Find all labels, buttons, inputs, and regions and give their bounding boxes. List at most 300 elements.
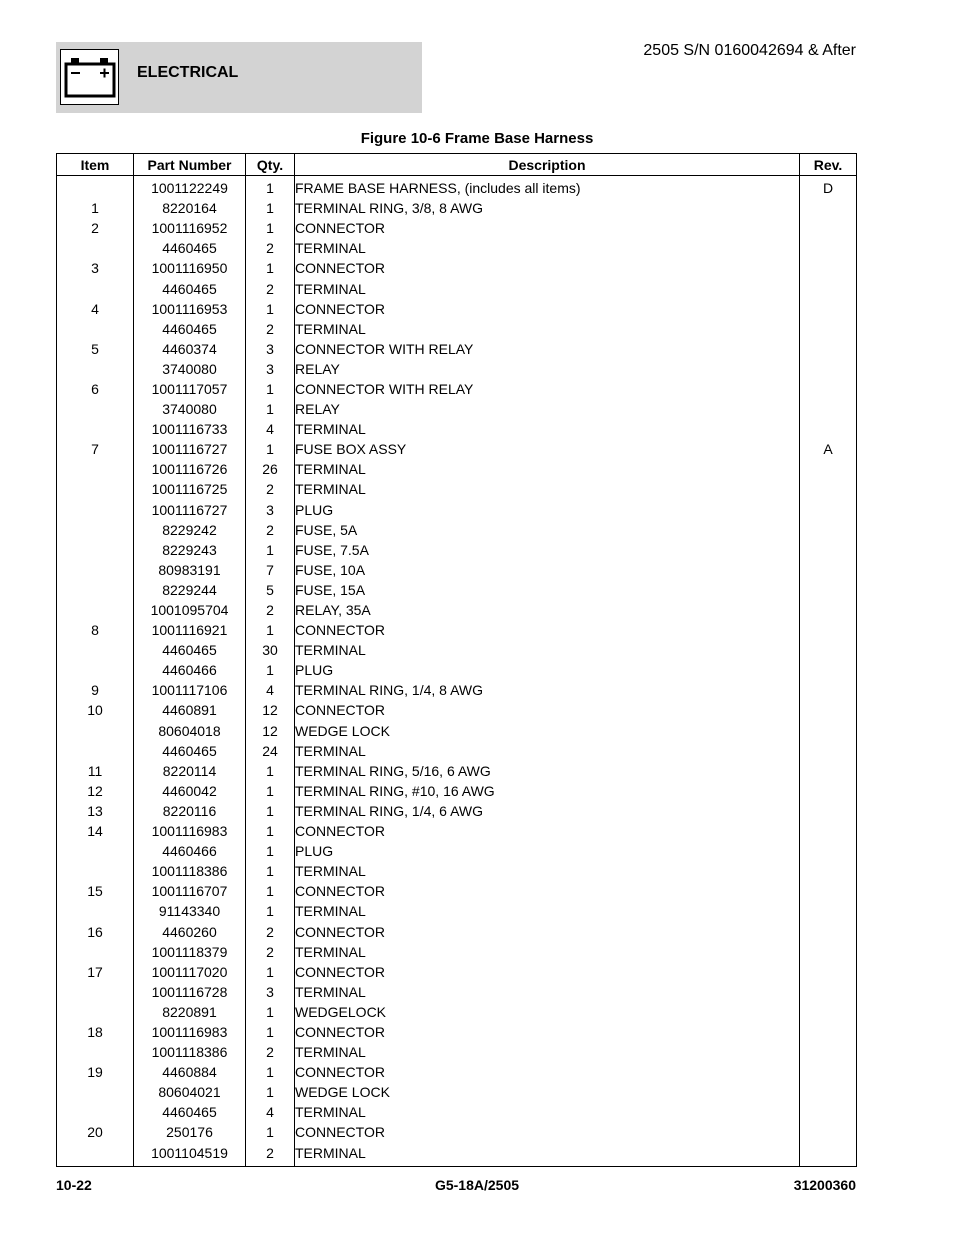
cell-description: TERMINAL xyxy=(295,1042,800,1062)
table-row xyxy=(57,379,857,399)
cell-item xyxy=(57,319,134,339)
figure-title: Figure 10-6 Frame Base Harness xyxy=(360,130,594,147)
cell-part-number: 1001118379 xyxy=(134,942,246,962)
cell-rev xyxy=(800,1062,857,1082)
cell-qty: 1 xyxy=(246,841,295,861)
cell-item xyxy=(57,1143,134,1167)
cell-description: CONNECTOR xyxy=(295,218,800,238)
table-row xyxy=(57,982,857,1002)
cell-qty: 1 xyxy=(246,1082,295,1102)
cell-rev xyxy=(800,901,857,921)
table-row xyxy=(57,1042,857,1062)
cell-rev xyxy=(800,1042,857,1062)
cell-rev xyxy=(800,781,857,801)
cell-part-number: 8220891 xyxy=(134,1002,246,1022)
table-row xyxy=(57,479,857,499)
section-title: ELECTRICAL xyxy=(137,64,239,81)
cell-part-number: 1001118386 xyxy=(134,861,246,881)
cell-item xyxy=(57,479,134,499)
cell-qty: 1 xyxy=(246,761,295,781)
cell-description: TERMINAL RING, 5/16, 6 AWG xyxy=(295,761,800,781)
cell-rev xyxy=(800,962,857,982)
cell-rev xyxy=(800,560,857,580)
table-row xyxy=(57,781,857,801)
cell-description: TERMINAL RING, 3/8, 8 AWG xyxy=(295,198,800,218)
cell-qty: 4 xyxy=(246,1102,295,1122)
table-header-row xyxy=(57,154,857,176)
cell-item: 3 xyxy=(57,258,134,278)
cell-rev xyxy=(800,299,857,319)
cell-item: 19 xyxy=(57,1062,134,1082)
cell-part-number: 4460466 xyxy=(134,841,246,861)
cell-item: 11 xyxy=(57,761,134,781)
cell-qty: 1 xyxy=(246,198,295,218)
table-row xyxy=(57,339,857,359)
cell-rev xyxy=(800,982,857,1002)
cell-item xyxy=(57,1082,134,1102)
cell-rev xyxy=(800,319,857,339)
footer-page-number: 10-22 xyxy=(56,1177,92,1193)
cell-qty: 2 xyxy=(246,600,295,620)
cell-rev: D xyxy=(800,176,857,199)
cell-item: 14 xyxy=(57,821,134,841)
cell-rev xyxy=(800,821,857,841)
cell-rev xyxy=(800,801,857,821)
column-header-qty: Qty. xyxy=(246,154,295,176)
cell-rev xyxy=(800,459,857,479)
cell-description: FUSE, 7.5A xyxy=(295,540,800,560)
cell-qty: 2 xyxy=(246,520,295,540)
cell-item xyxy=(57,419,134,439)
cell-qty: 1 xyxy=(246,299,295,319)
cell-qty: 7 xyxy=(246,560,295,580)
table-row xyxy=(57,500,857,520)
cell-description: CONNECTOR xyxy=(295,1122,800,1142)
parts-table xyxy=(56,153,857,1167)
cell-qty: 2 xyxy=(246,942,295,962)
table-row xyxy=(57,620,857,640)
cell-description: FUSE, 10A xyxy=(295,560,800,580)
table-row xyxy=(57,1062,857,1082)
cell-rev xyxy=(800,881,857,901)
table-row xyxy=(57,439,857,459)
column-header-part-number: Part Number xyxy=(134,154,246,176)
cell-part-number: 4460042 xyxy=(134,781,246,801)
cell-item: 6 xyxy=(57,379,134,399)
cell-rev xyxy=(800,861,857,881)
cell-description: FRAME BASE HARNESS, (includes all items) xyxy=(295,176,800,199)
cell-description: CONNECTOR xyxy=(295,700,800,720)
cell-qty: 2 xyxy=(246,921,295,941)
cell-item: 17 xyxy=(57,962,134,982)
cell-part-number: 1001116727 xyxy=(134,439,246,459)
table-row xyxy=(57,901,857,921)
cell-part-number: 3740080 xyxy=(134,359,246,379)
cell-qty: 1 xyxy=(246,861,295,881)
cell-item xyxy=(57,741,134,761)
cell-rev xyxy=(800,640,857,660)
cell-rev xyxy=(800,741,857,761)
cell-part-number: 1001116952 xyxy=(134,218,246,238)
battery-icon-frame xyxy=(60,49,119,105)
cell-part-number: 1001116727 xyxy=(134,500,246,520)
cell-item: 1 xyxy=(57,198,134,218)
table-row xyxy=(57,721,857,741)
cell-item xyxy=(57,942,134,962)
footer-document-number: 31200360 xyxy=(793,1177,856,1193)
cell-qty: 2 xyxy=(246,479,295,499)
cell-qty: 26 xyxy=(246,459,295,479)
table-row xyxy=(57,942,857,962)
cell-part-number: 1001116950 xyxy=(134,258,246,278)
cell-item xyxy=(57,560,134,580)
cell-qty: 3 xyxy=(246,982,295,1002)
cell-item xyxy=(57,1002,134,1022)
cell-description: CONNECTOR xyxy=(295,1022,800,1042)
table-row xyxy=(57,921,857,941)
cell-rev xyxy=(800,761,857,781)
cell-rev xyxy=(800,1143,857,1167)
cell-description: CONNECTOR xyxy=(295,921,800,941)
cell-qty: 4 xyxy=(246,680,295,700)
cell-rev xyxy=(800,721,857,741)
cell-description: WEDGE LOCK xyxy=(295,721,800,741)
cell-description: TERMINAL xyxy=(295,459,800,479)
cell-item: 12 xyxy=(57,781,134,801)
cell-description: TERMINAL xyxy=(295,640,800,660)
cell-item: 13 xyxy=(57,801,134,821)
column-header-description: Description xyxy=(295,154,800,176)
table-row xyxy=(57,560,857,580)
cell-description: TERMINAL xyxy=(295,1143,800,1167)
cell-rev xyxy=(800,399,857,419)
cell-part-number: 1001116725 xyxy=(134,479,246,499)
cell-part-number: 91143340 xyxy=(134,901,246,921)
cell-part-number: 1001116983 xyxy=(134,821,246,841)
cell-item xyxy=(57,540,134,560)
cell-rev xyxy=(800,359,857,379)
table-row xyxy=(57,238,857,258)
cell-rev xyxy=(800,1082,857,1102)
table-row xyxy=(57,319,857,339)
table-row xyxy=(57,1122,857,1142)
table-row xyxy=(57,1002,857,1022)
cell-description: WEDGE LOCK xyxy=(295,1082,800,1102)
cell-part-number: 1001116707 xyxy=(134,881,246,901)
table-row xyxy=(57,399,857,419)
cell-item xyxy=(57,238,134,258)
cell-part-number: 8220116 xyxy=(134,801,246,821)
cell-item xyxy=(57,982,134,1002)
cell-qty: 2 xyxy=(246,1042,295,1062)
cell-rev xyxy=(800,198,857,218)
cell-part-number: 1001117106 xyxy=(134,680,246,700)
cell-description: PLUG xyxy=(295,841,800,861)
table-row xyxy=(57,600,857,620)
cell-qty: 1 xyxy=(246,218,295,238)
cell-qty: 30 xyxy=(246,640,295,660)
cell-qty: 1 xyxy=(246,540,295,560)
table-row xyxy=(57,761,857,781)
cell-part-number: 1001116921 xyxy=(134,620,246,640)
table-row xyxy=(57,680,857,700)
cell-rev xyxy=(800,278,857,298)
cell-part-number: 80983191 xyxy=(134,560,246,580)
cell-qty: 12 xyxy=(246,721,295,741)
cell-description: TERMINAL xyxy=(295,901,800,921)
table-row xyxy=(57,1102,857,1122)
cell-description: TERMINAL xyxy=(295,942,800,962)
cell-description: PLUG xyxy=(295,500,800,520)
table-row xyxy=(57,278,857,298)
cell-item: 16 xyxy=(57,921,134,941)
cell-description: RELAY xyxy=(295,359,800,379)
cell-description: TERMINAL RING, 1/4, 8 AWG xyxy=(295,680,800,700)
cell-part-number: 80604021 xyxy=(134,1082,246,1102)
table-row xyxy=(57,660,857,680)
cell-rev xyxy=(800,520,857,540)
cell-description: FUSE BOX ASSY xyxy=(295,439,800,459)
cell-part-number: 1001095704 xyxy=(134,600,246,620)
cell-item xyxy=(57,640,134,660)
table-row xyxy=(57,1022,857,1042)
table-row xyxy=(57,258,857,278)
cell-part-number: 1001116953 xyxy=(134,299,246,319)
cell-rev xyxy=(800,379,857,399)
cell-item: 15 xyxy=(57,881,134,901)
cell-item xyxy=(57,176,134,199)
cell-item xyxy=(57,600,134,620)
cell-item xyxy=(57,721,134,741)
cell-part-number: 1001117020 xyxy=(134,962,246,982)
table-row xyxy=(57,962,857,982)
cell-description: CONNECTOR xyxy=(295,821,800,841)
cell-part-number: 8220114 xyxy=(134,761,246,781)
table-row xyxy=(57,801,857,821)
cell-qty: 2 xyxy=(246,319,295,339)
cell-qty: 2 xyxy=(246,1143,295,1167)
cell-description: WEDGELOCK xyxy=(295,1002,800,1022)
cell-rev xyxy=(800,500,857,520)
table-row xyxy=(57,640,857,660)
cell-rev xyxy=(800,479,857,499)
cell-part-number: 80604018 xyxy=(134,721,246,741)
cell-part-number: 8229242 xyxy=(134,520,246,540)
cell-description: CONNECTOR WITH RELAY xyxy=(295,339,800,359)
table-row xyxy=(57,419,857,439)
cell-part-number: 8229244 xyxy=(134,580,246,600)
cell-description: CONNECTOR xyxy=(295,620,800,640)
cell-rev xyxy=(800,1002,857,1022)
cell-qty: 1 xyxy=(246,176,295,199)
cell-rev xyxy=(800,841,857,861)
cell-rev xyxy=(800,600,857,620)
cell-part-number: 4460260 xyxy=(134,921,246,941)
cell-qty: 1 xyxy=(246,1002,295,1022)
table-row xyxy=(57,218,857,238)
cell-item xyxy=(57,580,134,600)
cell-qty: 1 xyxy=(246,439,295,459)
cell-part-number: 8229243 xyxy=(134,540,246,560)
column-header-rev: Rev. xyxy=(800,154,857,176)
cell-rev xyxy=(800,680,857,700)
cell-description: TERMINAL xyxy=(295,419,800,439)
cell-part-number: 1001117057 xyxy=(134,379,246,399)
cell-qty: 1 xyxy=(246,258,295,278)
table-row xyxy=(57,459,857,479)
table-row xyxy=(57,841,857,861)
cell-qty: 1 xyxy=(246,1062,295,1082)
cell-rev xyxy=(800,942,857,962)
cell-item: 5 xyxy=(57,339,134,359)
table-row xyxy=(57,861,857,881)
cell-part-number: 4460466 xyxy=(134,660,246,680)
cell-part-number: 1001104519 xyxy=(134,1143,246,1167)
cell-qty: 1 xyxy=(246,881,295,901)
cell-item xyxy=(57,278,134,298)
cell-rev xyxy=(800,339,857,359)
cell-qty: 3 xyxy=(246,339,295,359)
column-header-item: Item xyxy=(57,154,134,176)
cell-qty: 2 xyxy=(246,278,295,298)
cell-item: 2 xyxy=(57,218,134,238)
cell-item: 10 xyxy=(57,700,134,720)
cell-rev xyxy=(800,1022,857,1042)
table-row xyxy=(57,176,857,199)
cell-description: CONNECTOR xyxy=(295,299,800,319)
cell-part-number: 4460465 xyxy=(134,319,246,339)
cell-qty: 1 xyxy=(246,1122,295,1142)
cell-description: TERMINAL xyxy=(295,238,800,258)
cell-description: TERMINAL xyxy=(295,741,800,761)
cell-part-number: 4460465 xyxy=(134,238,246,258)
cell-item xyxy=(57,660,134,680)
cell-description: TERMINAL xyxy=(295,861,800,881)
cell-qty: 1 xyxy=(246,781,295,801)
cell-description: CONNECTOR xyxy=(295,962,800,982)
cell-qty: 5 xyxy=(246,580,295,600)
cell-qty: 1 xyxy=(246,660,295,680)
cell-description: TERMINAL RING, #10, 16 AWG xyxy=(295,781,800,801)
cell-qty: 3 xyxy=(246,359,295,379)
cell-qty: 1 xyxy=(246,962,295,982)
cell-qty: 24 xyxy=(246,741,295,761)
cell-item: 7 xyxy=(57,439,134,459)
cell-part-number: 4460891 xyxy=(134,700,246,720)
cell-item xyxy=(57,520,134,540)
cell-rev xyxy=(800,700,857,720)
cell-description: TERMINAL xyxy=(295,982,800,1002)
table-row xyxy=(57,741,857,761)
cell-description: TERMINAL RING, 1/4, 6 AWG xyxy=(295,801,800,821)
table-row xyxy=(57,580,857,600)
cell-description: RELAY xyxy=(295,399,800,419)
cell-description: PLUG xyxy=(295,660,800,680)
cell-qty: 1 xyxy=(246,901,295,921)
cell-item xyxy=(57,500,134,520)
cell-rev xyxy=(800,218,857,238)
cell-item xyxy=(57,359,134,379)
cell-part-number: 1001116726 xyxy=(134,459,246,479)
cell-rev xyxy=(800,258,857,278)
battery-icon xyxy=(61,50,118,104)
cell-item: 8 xyxy=(57,620,134,640)
cell-part-number: 1001116983 xyxy=(134,1022,246,1042)
cell-qty: 4 xyxy=(246,419,295,439)
table-row xyxy=(57,540,857,560)
cell-part-number: 4460465 xyxy=(134,741,246,761)
cell-part-number: 1001122249 xyxy=(134,176,246,199)
cell-qty: 1 xyxy=(246,620,295,640)
cell-item: 4 xyxy=(57,299,134,319)
cell-qty: 1 xyxy=(246,821,295,841)
cell-rev xyxy=(800,540,857,560)
table-row xyxy=(57,198,857,218)
cell-part-number: 8220164 xyxy=(134,198,246,218)
cell-part-number: 1001118386 xyxy=(134,1042,246,1062)
cell-qty: 3 xyxy=(246,500,295,520)
cell-description: RELAY, 35A xyxy=(295,600,800,620)
cell-item xyxy=(57,459,134,479)
cell-item xyxy=(57,1102,134,1122)
cell-description: FUSE, 5A xyxy=(295,520,800,540)
cell-item xyxy=(57,399,134,419)
table-row xyxy=(57,1143,857,1167)
cell-item xyxy=(57,901,134,921)
cell-qty: 1 xyxy=(246,801,295,821)
cell-rev xyxy=(800,1122,857,1142)
parts-table-body xyxy=(57,176,857,1167)
cell-rev xyxy=(800,1102,857,1122)
cell-rev: A xyxy=(800,439,857,459)
cell-description: CONNECTOR WITH RELAY xyxy=(295,379,800,399)
cell-rev xyxy=(800,660,857,680)
cell-rev xyxy=(800,580,857,600)
cell-part-number: 4460465 xyxy=(134,1102,246,1122)
table-row xyxy=(57,359,857,379)
table-row xyxy=(57,821,857,841)
cell-part-number: 4460465 xyxy=(134,278,246,298)
cell-qty: 1 xyxy=(246,379,295,399)
cell-description: TERMINAL xyxy=(295,1102,800,1122)
cell-description: CONNECTOR xyxy=(295,881,800,901)
cell-item xyxy=(57,841,134,861)
cell-item xyxy=(57,1042,134,1062)
cell-item xyxy=(57,861,134,881)
cell-qty: 1 xyxy=(246,1022,295,1042)
cell-part-number: 4460374 xyxy=(134,339,246,359)
cell-item: 20 xyxy=(57,1122,134,1142)
cell-item: 9 xyxy=(57,680,134,700)
table-row xyxy=(57,299,857,319)
cell-description: TERMINAL xyxy=(295,319,800,339)
footer-model: G5-18A/2505 xyxy=(434,1177,520,1193)
table-row xyxy=(57,700,857,720)
table-row xyxy=(57,881,857,901)
cell-rev xyxy=(800,238,857,258)
cell-rev xyxy=(800,921,857,941)
serial-number-range: 2505 S/N 0160042694 & After xyxy=(643,42,856,59)
cell-rev xyxy=(800,620,857,640)
cell-part-number: 4460884 xyxy=(134,1062,246,1082)
cell-description: FUSE, 15A xyxy=(295,580,800,600)
table-row xyxy=(57,1082,857,1102)
cell-rev xyxy=(800,419,857,439)
cell-item: 18 xyxy=(57,1022,134,1042)
cell-part-number: 250176 xyxy=(134,1122,246,1142)
cell-qty: 1 xyxy=(246,399,295,419)
cell-description: CONNECTOR xyxy=(295,1062,800,1082)
